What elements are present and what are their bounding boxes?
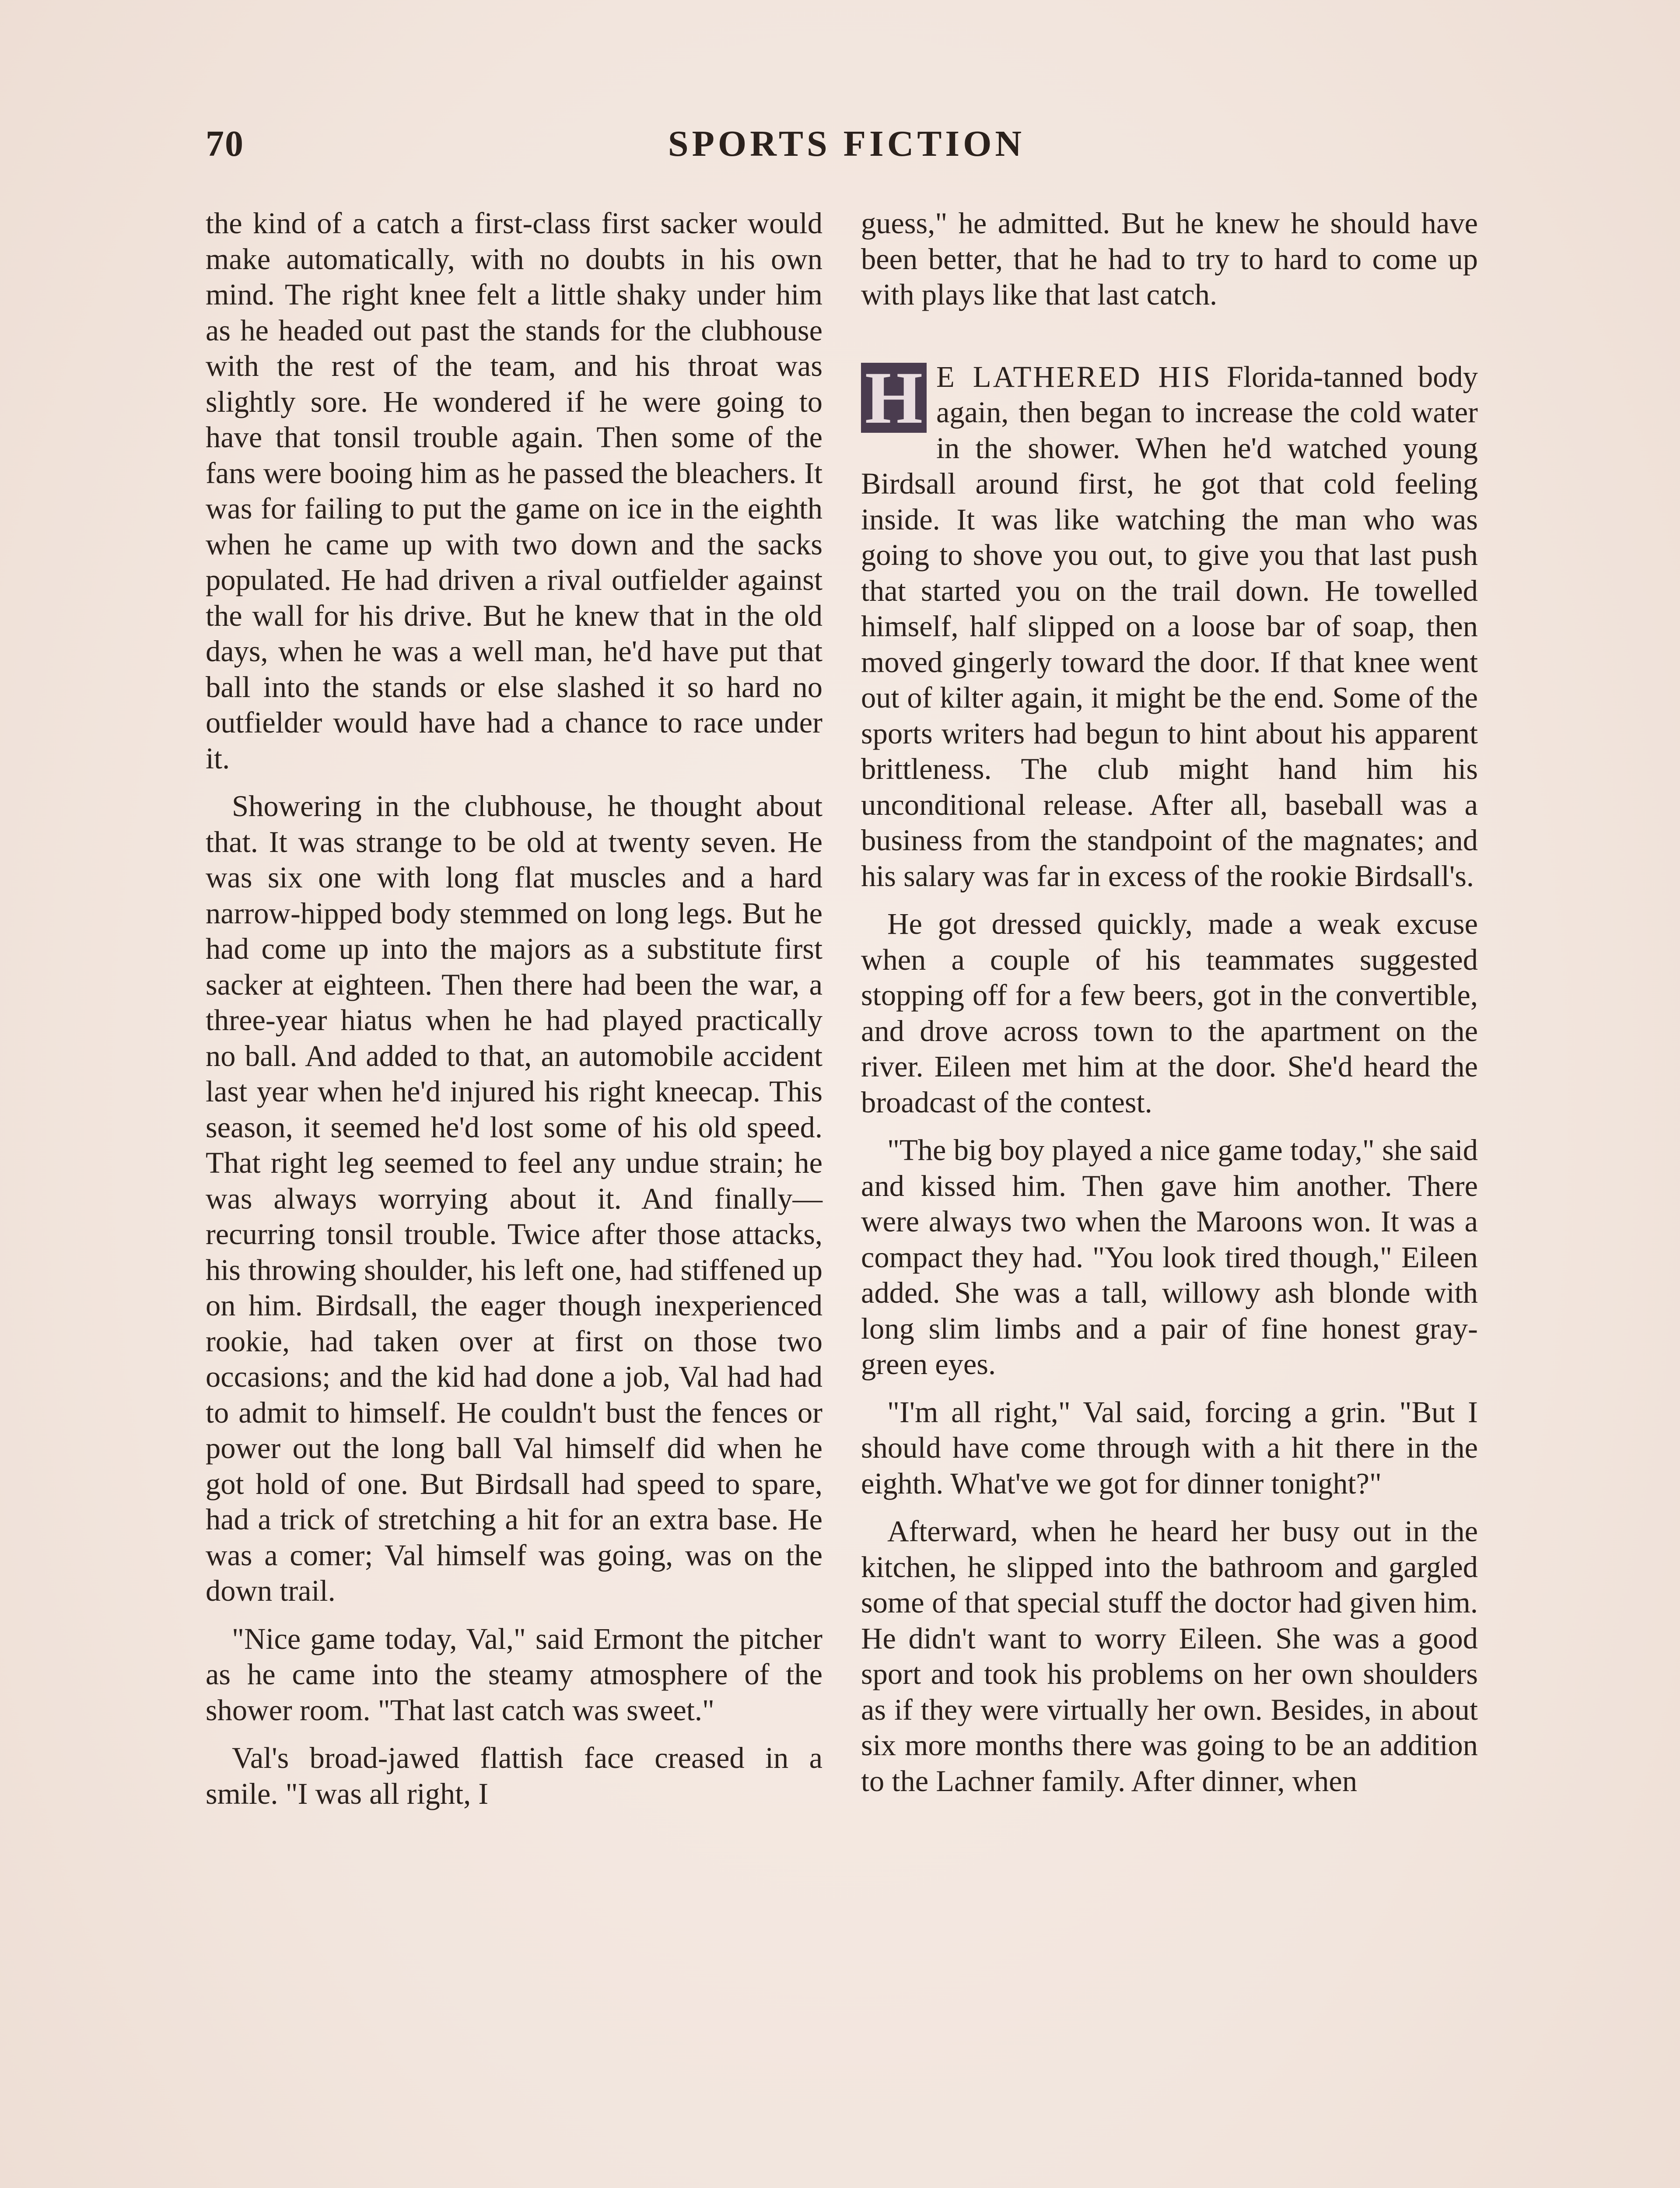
running-head: SPORTS FICTION: [668, 123, 1026, 164]
drop-cap: H: [861, 363, 927, 433]
paragraph: "I'm all right," Val said, forcing a grin. "But I should have come through with a hit there in the eighth. What've we got for dinner tonight?": [861, 1395, 1478, 1500]
paragraph: "The big boy played a nice game today," she said and kissed him. Then gave him another. There were always two when the Maroons won. It was a compact they had. "You look tired though," Eileen added. She was a tall, willowy ash blonde with long slim limbs and a pair of fine honest gray-green eyes.: [861, 1133, 1478, 1381]
paragraph: guess," he admitted. But he knew he should have been better, that he had to try to hard to come up with plays like that last catch.: [861, 207, 1478, 311]
right-column: [861, 206, 1478, 1811]
page-number: 70: [206, 123, 244, 164]
paragraph: Afterward, when he heard her busy out in the kitchen, he slipped into the bathroom and gargled some of that special stuff the doctor had given him. He didn't want to worry Eileen. She was a good sport and took his problems on her own shoulders as if they were virtually her own. Besides, in about six more months there was going to be an addition to the Lachner family. After dinner, when: [861, 1515, 1478, 1798]
paragraph-text: Florida-tanned body again, then began to increase the cold water in the shower. When he'd watched young Birdsall around first, he got that cold feeling inside. It was like watching the man who was going to shove you out, to give you that last push that started you on the trail down. He towelled himself, half slipped on a loose bar of soap, then moved gingerly toward the door. If that knee went out of kilter again, it might be the end. Some of the sports writers had begun to hint about his apparent brittleness. The club might hand him his unconditional release. After all, baseball was a business from the standpoint of the magnates; and his salary was far in excess of the rookie Birdsall's.: [861, 360, 1478, 893]
paragraph: Val's broad-jawed flattish face creased in a smile. "I was all right, I: [206, 1741, 822, 1810]
left-column: [206, 206, 822, 1824]
paragraph: He got dressed quickly, made a weak excuse when a couple of his teammates suggested stopping off for a few beers, got in the convertible, and drove across town to the apartment on the river. Eileen met him at the door. She'd heard the broadcast of the contest.: [861, 907, 1478, 1119]
dropcap-paragraph: [861, 356, 1478, 894]
section-break: [861, 325, 1478, 359]
paragraph: the kind of a catch a first-class first sacker would make automatically, with no doubts in his own mind. The right knee felt a little shaky under him as he headed out past the stands for the clubhouse with the rest of the team, and his throat was slightly sore. He wondered if he were going to have that tonsil trouble again. Then some of the fans were booing him as he passed the bleachers. It was for failing to put the game on ice in the eighth when he came up with two down and the sacks populated. He had driven a rival outfielder against the wall for his drive. But he knew that in the old days, when he was a well man, he'd have put that ball into the stands or else slashed it so hard no outfielder would have had a chance to race under it.: [206, 207, 822, 775]
paragraph: "Nice game today, Val," said Ermont the pitcher as he came into the steamy atmosphere of the shower room. "That last catch was sweet.": [206, 1622, 822, 1727]
lead-in: E LATHERED HIS: [936, 360, 1212, 393]
paragraph: Showering in the clubhouse, he thought about that. It was strange to be old at twenty seven. He was six one with long flat muscles and a hard narrow-hipped body stemmed on long legs. But he had come up into the majors as a substitute first sacker at eighteen. Then there had been the war, a three-year hiatus when he had played practically no ball. And added to that, an automobile accident last year when he'd injured his right kneecap. This season, it seemed he'd lost some of his old speed. That right leg seemed to feel any undue strain; he was always worrying about it. And finally—recurring tonsil trouble. Twice after those attacks, his throwing shoulder, his left one, had stiffened up on him. Birdsall, the eager though inexperienced rookie, had taken over at first on those two occasions; and the kid had done a job, Val had had to admit to himself. He couldn't bust the fences or power out the long ball Val himself did when he got hold of one. But Birdsall had speed to spare, had a trick of stretching a hit for an extra base. He was a comer; Val himself was going, was on the down trail.: [206, 789, 822, 1607]
page-header: [206, 118, 1488, 171]
